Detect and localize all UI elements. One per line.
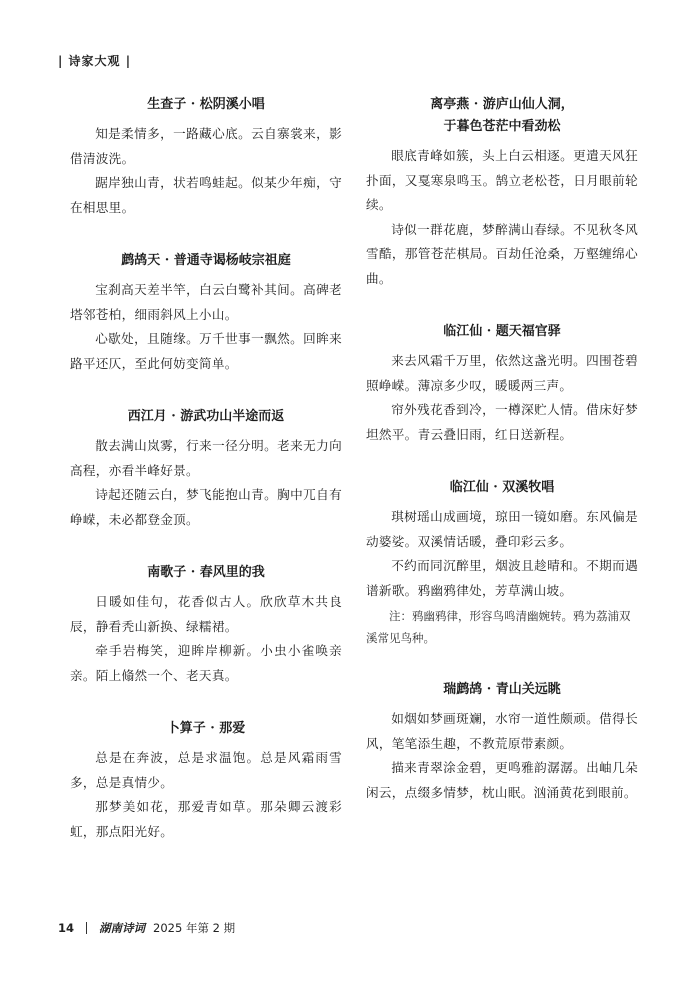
poem [70,562,342,688]
poem-stanza: 日暖如佳句，花香似古人。欣欣草木共良辰，静看秃山新换、绿糯裙。 [70,594,342,634]
poem-stanza: 踞岸独山青，状若鸣蛙起。似某少年痴，守在相思里。 [70,175,342,215]
poem-stanza: 诗起还随云白，梦飞能抱山青。胸中兀自有峥嵘，未必都登金顶。 [70,487,342,527]
poem-stanza: 眼底青峰如簇，头上白云相逐。更遣天风狂扑面，又戛寒泉鸣玉。鹄立老松苍，日月眼前轮续。 [366,148,638,212]
poem-stanza: 总是在奔波，总是求温饱。总是风霜雨雪多，总是真情少。 [70,750,342,790]
poem-stanza: 心歇处，且随缘。万千世事一飘然。回眸来路平还仄，至此何妨变简单。 [70,331,342,371]
footer-divider [86,922,87,934]
poem-title: 瑞鹧鸪 · 青山关远眺 [443,682,561,697]
poem-stanza: 来去风霜千万里，依然这盏光明。四围苍碧照峥嵘。薄凉多少叹，暖暖两三声。 [366,353,638,393]
poem-title: 卜算子 · 那爱 [166,721,246,736]
poem-stanza: 如烟如梦画斑斓，水帘一道性颇顽。借得长风，笔笔添生趣，不教荒原带素颜。 [366,711,638,751]
poem [70,94,342,220]
poem [70,718,342,844]
poem-title: 离亭燕 · 游庐山仙人洞， 于暮色苍茫中看劲松 [430,97,574,134]
poem-title: 南歌子 · 春风里的我 [147,565,265,580]
page-number: 14 [58,921,75,935]
poem [366,321,638,447]
poem-title: 临江仙 · 题天福官驿 [443,324,561,339]
poem-stanza: 宝刹高天差半竿，白云白鹭补其间。高碑老塔邻苍柏，细雨斜风上小山。 [70,282,342,322]
poem-title: 临江仙 · 双溪牧唱 [449,480,555,495]
poem-title: 鹧鸪天 · 普通寺谒杨岐宗祖庭 [121,253,291,268]
page-footer [58,920,235,936]
poem-stanza: 不约而同沉醉里，烟波且趁晴和。不期而遇谱新歌。鸦幽鸦律处，芳草满山坡。 [366,558,638,598]
poem-note: 注：鸦幽鸦律，形容鸟鸣清幽婉转。鸦为荔浦双溪常见鸟种。 [366,609,631,645]
poem-stanza: 那梦美如花，那爱青如草。那朵卿云渡彩虹，那点阳光好。 [70,799,342,839]
poem [366,94,638,291]
left-column [70,94,342,874]
right-column [366,94,638,835]
magazine-name: 湖南诗词 [99,921,146,935]
poem-stanza: 帘外残花香到冷，一樽深贮人情。借床好梦坦然平。青云叠旧雨，红日送新程。 [366,402,638,442]
poem-title: 生查子 · 松阴溪小唱 [147,97,265,112]
poem-title: 西江月 · 游武功山半途而返 [127,409,285,424]
poem [70,250,342,376]
poem [366,477,638,649]
poem-stanza: 诗似一群花鹿，梦醉满山春绿。不见秋冬风雪酷，那管苍茫棋局。百劫任沧桑，万壑缠绵心曲。 [366,221,638,286]
poem-stanza: 牵手岩梅笑，迎眸岸柳新。小虫小雀唤亲亲。陌上翛然一个、老天真。 [70,643,342,683]
section-header: | 诗家大观 | [58,54,132,68]
issue-label: 2025 年第 2 期 [153,921,236,935]
poem-stanza: 琪树瑶山成画境，琼田一镜如磨。东风偏是动婆娑。双溪情话暖，叠印彩云多。 [366,509,638,549]
poem-stanza: 知是柔情多，一路藏心底。云自寨裳来，影借清波洗。 [70,126,342,166]
poem [70,406,342,532]
poem [366,679,638,805]
poem-stanza: 描来青翠涂金碧，更鸣雅韵潺潺。出岫几朵闲云，点缀多情梦，枕山眠。汹涌黄花到眼前。 [366,760,638,800]
poem-stanza: 散去满山岚雾，行来一径分明。老来无力向高程，亦看半峰好景。 [70,438,342,478]
